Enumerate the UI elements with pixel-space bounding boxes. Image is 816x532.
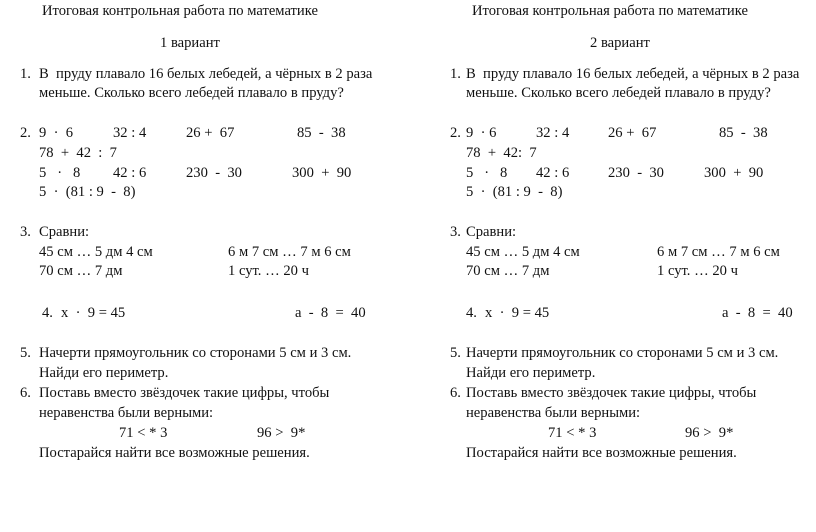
task-3-comparison: 45 см … 5 дм 4 см — [39, 244, 153, 260]
task-6-line-3: Постарайся найти все возможные решения. — [466, 445, 737, 461]
task-1-line-1: В пруду плавало 16 белых лебедей, а чёрных в 2 раза — [466, 66, 800, 82]
task-4-equation: a - 8 = 40 — [295, 305, 366, 321]
task-2-expression: 78 + 42 : 7 — [39, 145, 117, 161]
task-2-expression: 85 - 38 — [297, 125, 346, 141]
task-3-number: 3. — [20, 224, 31, 240]
task-2-expression: 5 · 8 — [39, 165, 81, 181]
task-2-expression: 5 · (81 : 9 - 8) — [39, 184, 136, 200]
task-2-expression: 32 : 4 — [536, 125, 570, 141]
task-1-number: 1. — [20, 66, 31, 82]
task-3-comparison: 45 см … 5 дм 4 см — [466, 244, 580, 260]
task-6-line-2: неравенства были верными: — [39, 405, 214, 421]
task-1-line-1: В пруду плавало 16 белых лебедей, а чёрных в 2 раза — [39, 66, 373, 82]
task-3-comparison: 1 сут. … 20 ч — [228, 263, 309, 279]
task-6-number: 6. — [450, 385, 461, 401]
task-6-line-2: неравенства были верными: — [466, 405, 641, 421]
task-2-number: 2. — [450, 125, 461, 141]
task-2-expression: 78 + 42: 7 — [466, 145, 537, 161]
task-3-label: Сравни: — [466, 224, 517, 240]
task-2-expression: 230 - 30 — [186, 165, 242, 181]
task-4-equation: x · 9 = 45 — [485, 305, 550, 321]
task-2-expression: 9 · 6 — [466, 125, 497, 141]
task-3-comparison: 1 сут. … 20 ч — [657, 263, 738, 279]
task-5-line-2: Найди его периметр. — [39, 365, 169, 381]
worksheet-title: Итоговая контрольная работа по математике — [472, 3, 748, 19]
task-5-line-1: Начерти прямоугольник со сторонами 5 см и 3 см. — [39, 345, 352, 361]
task-3-label: Сравни: — [39, 224, 90, 240]
task-2-number: 2. — [20, 125, 31, 141]
task-3-comparison: 6 м 7 см … 7 м 6 см — [228, 244, 351, 260]
task-1-line-2: меньше. Сколько всего лебедей плавало в пруду? — [39, 85, 344, 101]
task-4-equation: x · 9 = 45 — [61, 305, 126, 321]
task-1-line-2: меньше. Сколько всего лебедей плавало в пруду? — [466, 85, 771, 101]
task-3-comparison: 70 см … 7 дм — [39, 263, 123, 279]
task-5-number: 5. — [450, 345, 461, 361]
task-5-number: 5. — [20, 345, 31, 361]
variant-label: 1 вариант — [160, 35, 220, 51]
task-2-expression: 300 + 90 — [292, 165, 352, 181]
task-6-inequality: 96 > 9* — [685, 425, 734, 441]
task-2-expression: 42 : 6 — [113, 165, 147, 181]
task-2-expression: 9 · 6 — [39, 125, 74, 141]
task-2-expression: 230 - 30 — [608, 165, 664, 181]
task-5-line-1: Начерти прямоугольник со сторонами 5 см и 3 см. — [466, 345, 779, 361]
task-4-number: 4. — [42, 305, 53, 321]
task-3-number: 3. — [450, 224, 461, 240]
worksheet-title: Итоговая контрольная работа по математике — [42, 3, 318, 19]
task-6-line-1: Поставь вместо звёздочек такие цифры, чтобы — [39, 385, 330, 401]
variant-label: 2 вариант — [590, 35, 650, 51]
task-3-comparison: 70 см … 7 дм — [466, 263, 550, 279]
task-6-inequality: 96 > 9* — [257, 425, 306, 441]
task-4-number: 4. — [466, 305, 477, 321]
task-6-number: 6. — [20, 385, 31, 401]
task-4-equation: a - 8 = 40 — [722, 305, 793, 321]
task-3-comparison: 6 м 7 см … 7 м 6 см — [657, 244, 780, 260]
task-6-line-3: Постарайся найти все возможные решения. — [39, 445, 310, 461]
task-2-expression: 26 + 67 — [608, 125, 657, 141]
task-2-expression: 26 + 67 — [186, 125, 235, 141]
task-5-line-2: Найди его периметр. — [466, 365, 596, 381]
task-2-expression: 5 · (81 : 9 - 8) — [466, 184, 563, 200]
task-6-inequality: 71 < * 3 — [119, 425, 168, 441]
task-2-expression: 32 : 4 — [113, 125, 147, 141]
task-2-expression: 42 : 6 — [536, 165, 570, 181]
variant-1-column — [0, 0, 400, 532]
variant-2-column — [430, 0, 816, 532]
task-2-expression: 5 · 8 — [466, 165, 508, 181]
task-1-number: 1. — [450, 66, 461, 82]
task-2-expression: 85 - 38 — [719, 125, 768, 141]
task-2-expression: 300 + 90 — [704, 165, 764, 181]
task-6-inequality: 71 < * 3 — [548, 425, 597, 441]
task-6-line-1: Поставь вместо звёздочек такие цифры, чтобы — [466, 385, 757, 401]
